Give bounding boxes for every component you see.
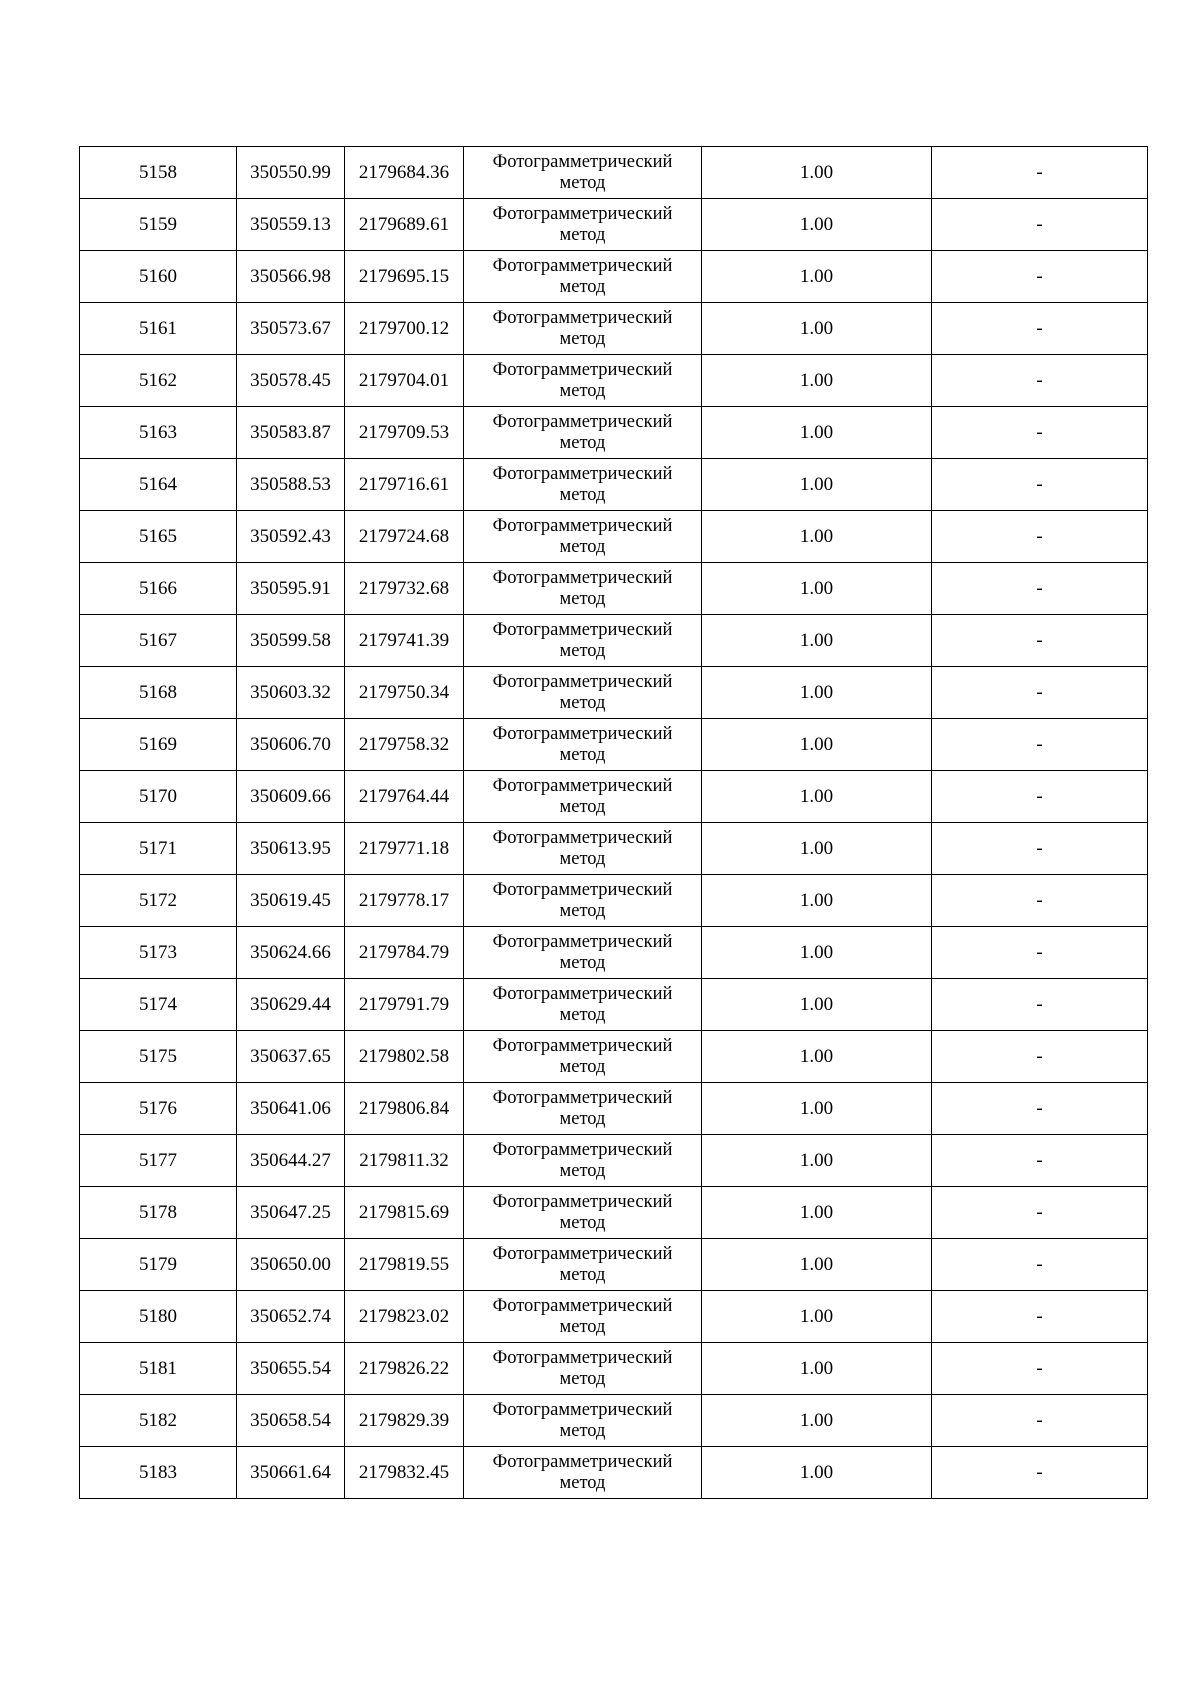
y-coordinate-cell: 2179750.34 xyxy=(345,667,464,719)
x-coordinate-cell: 350599.58 xyxy=(237,615,345,667)
x-coordinate-cell: 350637.65 xyxy=(237,1031,345,1083)
accuracy-cell: 1.00 xyxy=(702,251,932,303)
table-row xyxy=(80,199,1148,251)
method-cell: Фотограмметрический метод xyxy=(464,459,702,511)
coordinates-table-body xyxy=(80,147,1148,1499)
x-coordinate-cell: 350609.66 xyxy=(237,771,345,823)
y-coordinate-cell: 2179829.39 xyxy=(345,1395,464,1447)
y-coordinate-cell: 2179826.22 xyxy=(345,1343,464,1395)
note-cell: - xyxy=(932,927,1148,979)
point-number-cell: 5162 xyxy=(80,355,237,407)
y-coordinate-cell: 2179815.69 xyxy=(345,1187,464,1239)
y-coordinate-cell: 2179823.02 xyxy=(345,1291,464,1343)
point-number-cell: 5178 xyxy=(80,1187,237,1239)
table-row xyxy=(80,1291,1148,1343)
x-coordinate-cell: 350661.64 xyxy=(237,1447,345,1499)
point-number-cell: 5168 xyxy=(80,667,237,719)
note-cell: - xyxy=(932,199,1148,251)
method-cell: Фотограмметрический метод xyxy=(464,927,702,979)
x-coordinate-cell: 350613.95 xyxy=(237,823,345,875)
x-coordinate-cell: 350559.13 xyxy=(237,199,345,251)
note-cell: - xyxy=(932,1343,1148,1395)
note-cell: - xyxy=(932,1447,1148,1499)
accuracy-cell: 1.00 xyxy=(702,667,932,719)
table-row xyxy=(80,1447,1148,1499)
method-cell: Фотограмметрический метод xyxy=(464,1083,702,1135)
accuracy-cell: 1.00 xyxy=(702,1031,932,1083)
y-coordinate-cell: 2179758.32 xyxy=(345,719,464,771)
note-cell: - xyxy=(932,823,1148,875)
table-row xyxy=(80,771,1148,823)
y-coordinate-cell: 2179695.15 xyxy=(345,251,464,303)
method-cell: Фотограмметрический метод xyxy=(464,1239,702,1291)
accuracy-cell: 1.00 xyxy=(702,1239,932,1291)
accuracy-cell: 1.00 xyxy=(702,719,932,771)
table-row xyxy=(80,1083,1148,1135)
y-coordinate-cell: 2179704.01 xyxy=(345,355,464,407)
accuracy-cell: 1.00 xyxy=(702,563,932,615)
accuracy-cell: 1.00 xyxy=(702,979,932,1031)
method-cell: Фотограмметрический метод xyxy=(464,979,702,1031)
point-number-cell: 5158 xyxy=(80,147,237,199)
note-cell: - xyxy=(932,1395,1148,1447)
x-coordinate-cell: 350650.00 xyxy=(237,1239,345,1291)
y-coordinate-cell: 2179784.79 xyxy=(345,927,464,979)
x-coordinate-cell: 350583.87 xyxy=(237,407,345,459)
table-row xyxy=(80,147,1148,199)
table-row xyxy=(80,823,1148,875)
point-number-cell: 5170 xyxy=(80,771,237,823)
x-coordinate-cell: 350550.99 xyxy=(237,147,345,199)
method-cell: Фотограмметрический метод xyxy=(464,1031,702,1083)
point-number-cell: 5171 xyxy=(80,823,237,875)
note-cell: - xyxy=(932,1031,1148,1083)
method-cell: Фотограмметрический метод xyxy=(464,615,702,667)
note-cell: - xyxy=(932,511,1148,563)
x-coordinate-cell: 350655.54 xyxy=(237,1343,345,1395)
y-coordinate-cell: 2179700.12 xyxy=(345,303,464,355)
x-coordinate-cell: 350641.06 xyxy=(237,1083,345,1135)
note-cell: - xyxy=(932,979,1148,1031)
method-cell: Фотограмметрический метод xyxy=(464,1447,702,1499)
point-number-cell: 5175 xyxy=(80,1031,237,1083)
accuracy-cell: 1.00 xyxy=(702,615,932,667)
table-row xyxy=(80,407,1148,459)
point-number-cell: 5166 xyxy=(80,563,237,615)
accuracy-cell: 1.00 xyxy=(702,1395,932,1447)
accuracy-cell: 1.00 xyxy=(702,199,932,251)
accuracy-cell: 1.00 xyxy=(702,823,932,875)
accuracy-cell: 1.00 xyxy=(702,875,932,927)
accuracy-cell: 1.00 xyxy=(702,1187,932,1239)
note-cell: - xyxy=(932,1083,1148,1135)
y-coordinate-cell: 2179741.39 xyxy=(345,615,464,667)
x-coordinate-cell: 350588.53 xyxy=(237,459,345,511)
note-cell: - xyxy=(932,1187,1148,1239)
y-coordinate-cell: 2179806.84 xyxy=(345,1083,464,1135)
note-cell: - xyxy=(932,667,1148,719)
point-number-cell: 5180 xyxy=(80,1291,237,1343)
x-coordinate-cell: 350644.27 xyxy=(237,1135,345,1187)
table-row xyxy=(80,719,1148,771)
note-cell: - xyxy=(932,1291,1148,1343)
note-cell: - xyxy=(932,407,1148,459)
method-cell: Фотограмметрический метод xyxy=(464,1135,702,1187)
method-cell: Фотограмметрический метод xyxy=(464,563,702,615)
table-row xyxy=(80,1187,1148,1239)
accuracy-cell: 1.00 xyxy=(702,1291,932,1343)
note-cell: - xyxy=(932,1239,1148,1291)
point-number-cell: 5174 xyxy=(80,979,237,1031)
point-number-cell: 5159 xyxy=(80,199,237,251)
x-coordinate-cell: 350573.67 xyxy=(237,303,345,355)
table-row xyxy=(80,1395,1148,1447)
note-cell: - xyxy=(932,1135,1148,1187)
note-cell: - xyxy=(932,615,1148,667)
note-cell: - xyxy=(932,303,1148,355)
method-cell: Фотограмметрический метод xyxy=(464,511,702,563)
y-coordinate-cell: 2179716.61 xyxy=(345,459,464,511)
point-number-cell: 5160 xyxy=(80,251,237,303)
point-number-cell: 5167 xyxy=(80,615,237,667)
table-row xyxy=(80,615,1148,667)
accuracy-cell: 1.00 xyxy=(702,303,932,355)
method-cell: Фотограмметрический метод xyxy=(464,667,702,719)
table-row xyxy=(80,1343,1148,1395)
y-coordinate-cell: 2179684.36 xyxy=(345,147,464,199)
accuracy-cell: 1.00 xyxy=(702,459,932,511)
point-number-cell: 5182 xyxy=(80,1395,237,1447)
table-row xyxy=(80,1031,1148,1083)
y-coordinate-cell: 2179802.58 xyxy=(345,1031,464,1083)
point-number-cell: 5173 xyxy=(80,927,237,979)
accuracy-cell: 1.00 xyxy=(702,355,932,407)
method-cell: Фотограмметрический метод xyxy=(464,1291,702,1343)
point-number-cell: 5172 xyxy=(80,875,237,927)
y-coordinate-cell: 2179724.68 xyxy=(345,511,464,563)
x-coordinate-cell: 350595.91 xyxy=(237,563,345,615)
accuracy-cell: 1.00 xyxy=(702,927,932,979)
note-cell: - xyxy=(932,355,1148,407)
coordinates-table xyxy=(79,146,1148,1499)
point-number-cell: 5183 xyxy=(80,1447,237,1499)
point-number-cell: 5179 xyxy=(80,1239,237,1291)
method-cell: Фотограмметрический метод xyxy=(464,1187,702,1239)
method-cell: Фотограмметрический метод xyxy=(464,147,702,199)
x-coordinate-cell: 350566.98 xyxy=(237,251,345,303)
y-coordinate-cell: 2179832.45 xyxy=(345,1447,464,1499)
x-coordinate-cell: 350592.43 xyxy=(237,511,345,563)
y-coordinate-cell: 2179811.32 xyxy=(345,1135,464,1187)
table-row xyxy=(80,979,1148,1031)
note-cell: - xyxy=(932,771,1148,823)
method-cell: Фотограмметрический метод xyxy=(464,1343,702,1395)
accuracy-cell: 1.00 xyxy=(702,511,932,563)
x-coordinate-cell: 350578.45 xyxy=(237,355,345,407)
y-coordinate-cell: 2179771.18 xyxy=(345,823,464,875)
note-cell: - xyxy=(932,459,1148,511)
accuracy-cell: 1.00 xyxy=(702,1343,932,1395)
y-coordinate-cell: 2179764.44 xyxy=(345,771,464,823)
note-cell: - xyxy=(932,147,1148,199)
x-coordinate-cell: 350619.45 xyxy=(237,875,345,927)
table-row xyxy=(80,511,1148,563)
point-number-cell: 5161 xyxy=(80,303,237,355)
accuracy-cell: 1.00 xyxy=(702,1083,932,1135)
accuracy-cell: 1.00 xyxy=(702,147,932,199)
table-row xyxy=(80,667,1148,719)
accuracy-cell: 1.00 xyxy=(702,407,932,459)
table-row xyxy=(80,875,1148,927)
y-coordinate-cell: 2179689.61 xyxy=(345,199,464,251)
method-cell: Фотограмметрический метод xyxy=(464,355,702,407)
table-row xyxy=(80,251,1148,303)
point-number-cell: 5163 xyxy=(80,407,237,459)
table-row xyxy=(80,1135,1148,1187)
table-row xyxy=(80,1239,1148,1291)
y-coordinate-cell: 2179791.79 xyxy=(345,979,464,1031)
table-row xyxy=(80,563,1148,615)
x-coordinate-cell: 350629.44 xyxy=(237,979,345,1031)
y-coordinate-cell: 2179778.17 xyxy=(345,875,464,927)
method-cell: Фотограмметрический метод xyxy=(464,771,702,823)
note-cell: - xyxy=(932,563,1148,615)
x-coordinate-cell: 350603.32 xyxy=(237,667,345,719)
x-coordinate-cell: 350658.54 xyxy=(237,1395,345,1447)
table-row xyxy=(80,355,1148,407)
method-cell: Фотограмметрический метод xyxy=(464,1395,702,1447)
x-coordinate-cell: 350652.74 xyxy=(237,1291,345,1343)
note-cell: - xyxy=(932,719,1148,771)
y-coordinate-cell: 2179732.68 xyxy=(345,563,464,615)
method-cell: Фотограмметрический метод xyxy=(464,251,702,303)
accuracy-cell: 1.00 xyxy=(702,1447,932,1499)
point-number-cell: 5169 xyxy=(80,719,237,771)
accuracy-cell: 1.00 xyxy=(702,1135,932,1187)
method-cell: Фотограмметрический метод xyxy=(464,407,702,459)
x-coordinate-cell: 350647.25 xyxy=(237,1187,345,1239)
method-cell: Фотограмметрический метод xyxy=(464,823,702,875)
method-cell: Фотограмметрический метод xyxy=(464,875,702,927)
table-row xyxy=(80,303,1148,355)
point-number-cell: 5177 xyxy=(80,1135,237,1187)
method-cell: Фотограмметрический метод xyxy=(464,303,702,355)
x-coordinate-cell: 350624.66 xyxy=(237,927,345,979)
note-cell: - xyxy=(932,251,1148,303)
point-number-cell: 5164 xyxy=(80,459,237,511)
method-cell: Фотограмметрический метод xyxy=(464,199,702,251)
x-coordinate-cell: 350606.70 xyxy=(237,719,345,771)
method-cell: Фотограмметрический метод xyxy=(464,719,702,771)
accuracy-cell: 1.00 xyxy=(702,771,932,823)
note-cell: - xyxy=(932,875,1148,927)
y-coordinate-cell: 2179819.55 xyxy=(345,1239,464,1291)
point-number-cell: 5165 xyxy=(80,511,237,563)
table-row xyxy=(80,927,1148,979)
point-number-cell: 5181 xyxy=(80,1343,237,1395)
table-row xyxy=(80,459,1148,511)
y-coordinate-cell: 2179709.53 xyxy=(345,407,464,459)
point-number-cell: 5176 xyxy=(80,1083,237,1135)
